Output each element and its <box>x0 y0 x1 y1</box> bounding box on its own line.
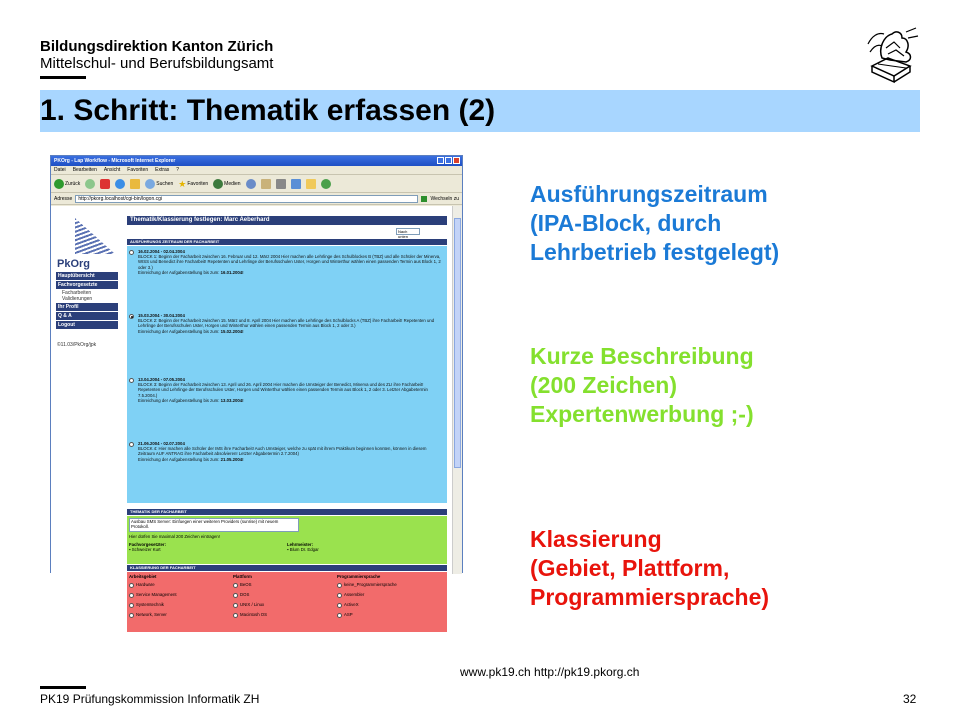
pkorg-logo <box>57 218 121 270</box>
chars-hint: Hier dürfen Sie maximal 200 Zeichen eintragen! <box>129 534 220 539</box>
ie-toolbar <box>51 175 462 193</box>
nav-item-logout[interactable]: Logout <box>56 321 118 329</box>
block-1-dates: 16.02.2004 - 02.04.2004 <box>138 249 185 254</box>
option-hardware[interactable]: Hardware <box>129 580 177 590</box>
refresh-icon[interactable] <box>115 179 125 189</box>
block-4-deadline: 21.05.2004! <box>220 456 244 462</box>
scrollbar-thumb[interactable] <box>454 218 461 468</box>
block-2-deadline: 15.02.2004! <box>220 328 244 334</box>
lehrmeister-label: Lehrmeister: <box>287 542 314 547</box>
radio-icon[interactable] <box>129 583 134 588</box>
annotation-ausfuehrung <box>530 180 779 267</box>
option-asp[interactable]: ASP <box>337 610 397 620</box>
annotation-beschreibung <box>530 342 754 429</box>
fachvorgesetzter-field <box>129 542 166 552</box>
title-bar <box>40 90 920 132</box>
close-icon[interactable] <box>453 157 460 164</box>
window-buttons <box>437 157 460 164</box>
nav-subitem-validierungen[interactable]: Validierungen <box>62 296 93 302</box>
nav-item-hauptuebersicht[interactable]: Hauptübersicht <box>56 272 118 280</box>
org-line-1: Bildungsdirektion Kanton Zürich <box>40 38 274 55</box>
annotation-line: Lehrbetrieb festgelegt) <box>530 239 780 265</box>
radio-icon[interactable] <box>233 583 238 588</box>
annotation-line: (Gebiet, Plattform, <box>530 555 730 581</box>
klassierung-panel <box>127 572 447 632</box>
thematik-panel <box>127 516 447 564</box>
radio-icon[interactable] <box>233 613 238 618</box>
favorites-star-icon: ★ <box>178 178 187 189</box>
menu-extras[interactable]: Extras <box>155 167 170 173</box>
go-icon[interactable] <box>421 196 427 202</box>
media-icon <box>213 179 223 189</box>
page-number: 32 <box>903 692 917 706</box>
nav-item-fachvorgesetzte[interactable]: Fachvorgesetzte <box>56 281 118 289</box>
annotation-line: Ausführungszeitraum <box>530 181 768 207</box>
radio-icon[interactable] <box>129 613 134 618</box>
column-arbeitsgebiet <box>129 574 177 620</box>
edit-icon[interactable] <box>291 179 301 189</box>
window-title: PKOrg - Lap Workflow - Microsoft Internet Explorer <box>54 158 176 164</box>
messenger-icon[interactable] <box>321 179 331 189</box>
web-page <box>51 206 454 617</box>
maximize-icon[interactable] <box>445 157 452 164</box>
left-nav <box>56 272 118 330</box>
radio-icon[interactable] <box>337 583 342 588</box>
block-3-dates: 13.04.2004 - 07.05.2004 <box>138 377 185 382</box>
menu-favoriten[interactable]: Favoriten <box>127 167 149 173</box>
radio-icon[interactable] <box>337 603 342 608</box>
home-icon[interactable] <box>130 179 140 189</box>
user-icon: ▪ <box>287 547 290 552</box>
block-3-radio[interactable] <box>129 378 134 383</box>
section-header-klassierung: KLASSIERUNG DER FACHARBEIT <box>127 565 447 571</box>
option-assembler[interactable]: Assembler <box>337 590 397 600</box>
footer-org: PK19 Prüfungskommission Informatik ZH <box>40 692 260 706</box>
block-option-1[interactable] <box>129 249 443 275</box>
option-keine[interactable]: keine_Programmiersprache <box>337 580 397 590</box>
block-3-deadline: 13.03.2004! <box>220 397 244 403</box>
browser-screenshot <box>50 155 463 617</box>
radio-icon[interactable] <box>337 593 342 598</box>
radio-icon[interactable] <box>233 603 238 608</box>
block-3-deadline-label: Einreichung der Aufgabenstellung bis zum: <box>138 397 220 403</box>
footer-rule <box>40 686 86 689</box>
annotation-line: Kurze Beschreibung <box>530 343 754 369</box>
block-option-4[interactable] <box>129 441 443 462</box>
vertical-scrollbar[interactable] <box>452 206 462 574</box>
block-3-text: BLOCK 3: Beginn der Facharbeit zwischen 13. April und 26. April 2004 Hier machen die Umsteiger der Benedict, Minerva und des ZLI ihre Facharbeit! Repetenten und Lehrlinge der Berufsschulen Uster, Horgen und Winterthur wählen einen passenden Termin aus Block 1, 2 oder 3. Letzter Abgabetermin 7.5.2004.) <box>138 382 428 398</box>
address-input[interactable]: http://pkorg.localhost/cgi-bin/logon.cgi <box>75 195 418 203</box>
content-heading: Thematik/Klassierung festlegen: Marc Aeberhard <box>127 216 447 225</box>
block-1-deadline: 16.01.2004! <box>220 269 244 275</box>
lehrmeister-value: Blum Dr. Edgar <box>289 547 319 552</box>
nav-item-qa[interactable]: Q & A <box>56 312 118 320</box>
stop-icon[interactable] <box>100 179 110 189</box>
search-icon <box>145 179 155 189</box>
menu-help[interactable]: ? <box>176 167 180 173</box>
forward-arrow-icon[interactable] <box>85 179 95 189</box>
logo-graphic <box>75 218 115 254</box>
block-2-radio[interactable] <box>129 314 134 319</box>
fachvorgesetzter-value: Schweizer Kurt <box>131 547 161 552</box>
annotation-line: Programmiersprache) <box>530 584 770 610</box>
thematik-textarea[interactable]: Ausbau SMS Server: Einfuegen einer weiteren Providers (sunrise) mit neuem Protokoll. <box>129 518 299 532</box>
option-network-server[interactable]: Network, Server <box>129 610 177 620</box>
ie-menubar <box>51 166 462 175</box>
option-macintosh[interactable]: Macintosh OS <box>233 610 267 620</box>
search-button[interactable]: Suchen <box>145 179 173 189</box>
column-programmiersprache <box>337 574 397 620</box>
back-button[interactable]: Zurück <box>54 179 80 189</box>
annotation-line: Klassierung <box>530 526 662 552</box>
option-beos[interactable]: BeOS <box>233 580 267 590</box>
annotation-klassierung <box>530 525 769 612</box>
block-option-3[interactable] <box>129 377 443 403</box>
block-2-dates: 15.03.2004 - 30.04.2004 <box>138 313 185 318</box>
menu-bearbeiten[interactable]: Bearbeiten <box>72 167 97 173</box>
go-label[interactable]: Wechseln zu <box>430 195 459 202</box>
option-dos[interactable]: DOS <box>233 590 267 600</box>
option-activex[interactable]: ActiveX <box>337 600 397 610</box>
block-option-2[interactable] <box>129 313 443 334</box>
menu-ansicht[interactable]: Ansicht <box>103 167 121 173</box>
block-1-deadline-label: Einreichung der Aufgabenstellung bis zum: <box>138 269 220 275</box>
folder-icon[interactable] <box>306 179 316 189</box>
block-2-deadline-label: Einreichung der Aufgabenstellung bis zum: <box>138 328 220 334</box>
section-header-ausfuehrung: AUSFÜHRUNGS ZEITRAUM DER FACHARBEIT <box>127 239 447 245</box>
fachvorgesetzter-label: Fachvorgesetzter: <box>129 542 167 547</box>
footer-links[interactable]: www.pk19.ch http://pk19.pkorg.ch <box>460 665 640 679</box>
zurich-crest-icon <box>866 26 920 84</box>
history-icon[interactable] <box>246 179 256 189</box>
annotation-line: (200 Zeichen) <box>530 372 677 398</box>
block-1-radio[interactable] <box>129 250 134 255</box>
ausfuehrung-panel <box>127 246 447 503</box>
block-4-text: BLOCK 4: Hier machen alle Schüler der IMS ihre Facharbeit! Auch Umsteiger, welche zu spät mit ihrem Praktikum beginnen konnten, können in diesem Zeitraum AUF ANTRAG ihre Facharbeit absolvieren! Letzter Abgabetermin 2.7.2004) <box>138 446 427 457</box>
slide-title: 1. Schritt: Thematik erfassen (2) <box>40 94 496 127</box>
column-label: Programmiersprache <box>337 574 381 579</box>
sort-select[interactable]: Nach unten <box>396 228 420 235</box>
option-systemtechnik[interactable]: Systemtechnik <box>129 600 177 610</box>
favorites-button[interactable]: ★ Favoriten <box>178 178 209 189</box>
column-label: Plattform <box>233 574 252 579</box>
ie-title-bar <box>51 156 462 166</box>
annotation-line: (IPA-Block, durch <box>530 210 722 236</box>
header-rule <box>40 76 86 79</box>
copyright: ©11.03/PkOrg/jpk <box>57 342 97 348</box>
option-unix-linux[interactable]: UNIX / Linux <box>233 600 267 610</box>
block-4-dates: 21.06.2004 - 02.07.2004 <box>138 441 185 446</box>
logo-text: PkOrg <box>57 258 91 270</box>
minimize-icon[interactable] <box>437 157 444 164</box>
mail-icon[interactable] <box>261 179 271 189</box>
block-4-deadline-label: Einreichung der Aufgabenstellung bis zum: <box>138 456 220 462</box>
org-line-2: Mittelschul- und Berufsbildungsamt <box>40 55 274 72</box>
address-label: Adresse <box>54 195 73 202</box>
menu-datei[interactable]: Datei <box>54 167 66 173</box>
radio-icon[interactable] <box>233 593 238 598</box>
column-label: Arbeitsgebiet <box>129 574 157 579</box>
block-2-text: BLOCK 2: Beginn der Facharbeit zwischen 15. März und 8. April 2004 Hier machen alle Lehrlinge des Schulblocks A (TBZ) ihre Facharbeit! Repetenten und Lehrlinge der Berufsschulen Uster, Horgen und Winterthur wählen einen passenden Termin aus Block 1, 2 oder 3.) <box>138 318 435 329</box>
radio-icon[interactable] <box>129 603 134 608</box>
print-icon[interactable] <box>276 179 286 189</box>
annotation-line: Expertenwerbung ;-) <box>530 401 754 427</box>
media-button[interactable]: Medien <box>213 179 240 189</box>
user-icon: ▪ <box>129 547 132 552</box>
back-arrow-icon <box>54 179 64 189</box>
column-plattform <box>233 574 267 620</box>
radio-icon[interactable] <box>129 593 134 598</box>
lehrmeister-field <box>287 542 319 552</box>
block-4-radio[interactable] <box>129 442 134 447</box>
nav-item-profil[interactable]: Ihr Profil <box>56 303 118 311</box>
section-header-thematik: THEMATIK DER FACHARBEIT <box>127 509 447 515</box>
block-1-text: BLOCK 1: Beginn der Facharbeit zwischen 16. Februar und 12. März 2004 Hier machen alle Lehrlinge des Schulblockes B (TBZ) und alle Schüler der Minerva, WISS und Benedict ihre Facharbeit! Repetenten und Lehrlinge der Berufsschulen Uster, Horgen und Winterthur wählen einen passenden Termin aus Block 1, 2 oder 3.) <box>138 254 441 270</box>
ie-address-bar <box>51 193 462 205</box>
option-service-management[interactable]: Service Management <box>129 590 177 600</box>
radio-icon[interactable] <box>337 613 342 618</box>
nav-subitem-facharbeiten[interactable]: Facharbeiten <box>62 290 92 296</box>
